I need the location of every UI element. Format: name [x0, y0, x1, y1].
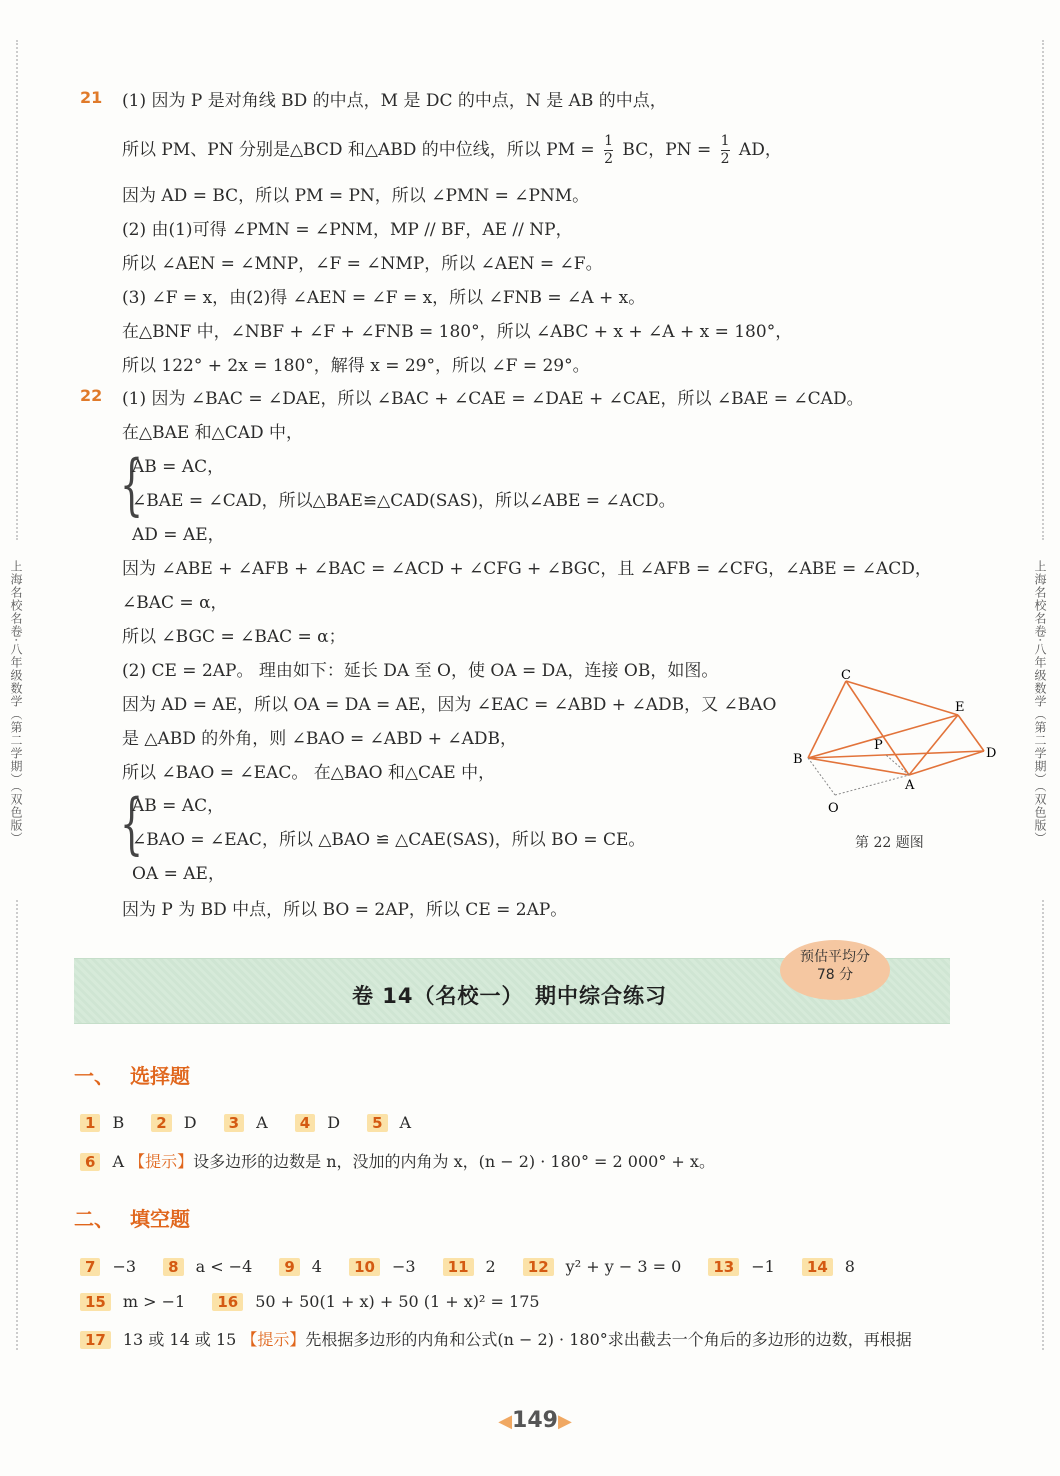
- fraction-1-num: 1: [604, 133, 613, 149]
- fill-7-answer: −3: [112, 1257, 137, 1276]
- right-arrow-icon: ▶: [557, 1411, 572, 1432]
- p22-line-2: 在△BAE 和△CAD 中，: [122, 423, 304, 443]
- average-score-bubble: [780, 940, 890, 1000]
- fill-16-answer: 50 + 50(1 + x) + 50 (1 + x)² = 175: [255, 1292, 540, 1311]
- fill-7-num: 7: [80, 1258, 100, 1276]
- p22-system2-b: ∠BAO = ∠EAC，所以 △BAO ≌ △CAE(SAS)，所以 BO = CE。: [132, 830, 646, 850]
- section-2-heading: [74, 1203, 190, 1232]
- fill-14-answer: 8: [844, 1257, 855, 1276]
- page-number: [490, 1408, 580, 1433]
- section-1-title: 选择题: [130, 1064, 190, 1088]
- p21-line-4: (2) 由(1)可得 ∠PMN = ∠PNM，MP // BF，AE // NP，: [122, 220, 573, 240]
- label-C: C: [841, 668, 851, 683]
- fraction-2-den: 2: [720, 151, 730, 167]
- p22-system2-c: OA = AE，: [132, 864, 225, 884]
- fill-15-num: 15: [80, 1293, 111, 1311]
- fill-12-num: 12: [523, 1258, 554, 1276]
- fill-answers-row-1: [80, 1257, 855, 1276]
- page-number-value: 149: [512, 1408, 558, 1433]
- mc-4-answer: D: [327, 1113, 341, 1132]
- segment-BA: [808, 758, 909, 775]
- figure-caption: 第 22 题图: [855, 835, 924, 851]
- q17-row: [80, 1327, 912, 1350]
- system-brace-1: {: [120, 446, 144, 523]
- q17-hint-label: 【提示】: [241, 1330, 306, 1349]
- right-side-text: 上海名校名卷·八年级数学（第二学期）（双色版）: [1033, 560, 1047, 845]
- p22-line-10: 因为 P 为 BD 中点，所以 BO = 2AP，所以 CE = 2AP。: [122, 900, 568, 920]
- p21-line-3: 因为 AD = BC，所以 PM = PN，所以 ∠PMN = ∠PNM。: [122, 186, 590, 206]
- q17-num: 17: [80, 1331, 111, 1349]
- label-D: D: [986, 746, 997, 761]
- q6-hint-label: 【提示】: [129, 1152, 194, 1171]
- p22-line-8: 是 △ABD 的外角，则 ∠BAO = ∠ABD + ∠ADB，: [122, 729, 518, 749]
- fill-answers-row-2: [80, 1292, 540, 1311]
- mc-answers-row: [80, 1113, 411, 1132]
- problem-22-number: 22: [80, 386, 103, 405]
- fill-8-answer: a < −4: [195, 1257, 253, 1276]
- p22-line-4: ∠BAC = α，: [122, 593, 228, 613]
- segment-CA: [846, 681, 909, 775]
- fill-10-answer: −3: [391, 1257, 416, 1276]
- q6-row: [80, 1149, 715, 1172]
- p22-line-1: (1) 因为 ∠BAC = ∠DAE，所以 ∠BAC + ∠CAE = ∠DAE + ∠CAE，所以 ∠BAE = ∠CAD。: [122, 389, 864, 409]
- right-margin-dots: [1042, 40, 1044, 540]
- fraction-2-num: 1: [720, 133, 730, 149]
- mc-3-answer: A: [256, 1113, 268, 1132]
- fill-9-num: 9: [279, 1258, 299, 1276]
- p22-system1-c: AD = AE，: [132, 525, 225, 545]
- p22-line-5: 所以 ∠BGC = ∠BAC = α；: [122, 627, 346, 647]
- p21-line-6: (3) ∠F = x，由(2)得 ∠AEN = ∠F = x，所以 ∠FNB = ∠A + x。: [122, 288, 646, 308]
- segment-BO: [808, 758, 835, 795]
- p21-line-2-b: BC，PN =: [622, 140, 712, 160]
- segment-AD: [909, 751, 984, 775]
- section-2-title: 填空题: [130, 1207, 190, 1231]
- label-O: O: [828, 801, 839, 816]
- fraction-2: [721, 133, 730, 168]
- fill-8-num: 8: [163, 1258, 183, 1276]
- p21-line-2: [122, 133, 782, 168]
- q17-answer: 13 或 14 或 15: [122, 1330, 237, 1349]
- mc-4-num: 4: [295, 1114, 315, 1132]
- left-arrow-icon: ◀: [498, 1411, 513, 1432]
- fill-11-answer: 2: [485, 1257, 496, 1276]
- segment-OA: [835, 775, 909, 795]
- section-2-number: 二、: [74, 1207, 114, 1231]
- segment-EA: [909, 715, 958, 775]
- fill-10-num: 10: [349, 1258, 380, 1276]
- segment-CB: [808, 681, 846, 758]
- left-margin-dots: [16, 40, 18, 540]
- bubble-line-1: 预估平均分: [800, 949, 870, 965]
- fill-16-num: 16: [212, 1293, 243, 1311]
- p22-system2-a: AB = AC，: [132, 796, 225, 816]
- label-P: P: [874, 738, 883, 753]
- q6-hint-text: 设多边形的边数是 n，没加的内角为 x，(n − 2) · 180° = 2 000° + x。: [193, 1152, 715, 1171]
- q17-hint-text: 先根据多边形的内角和公式(n − 2) · 180°求出截去一个角后的多边形的边数，再根据: [305, 1330, 912, 1349]
- p22-system1-a: AB = AC，: [132, 457, 225, 477]
- fill-11-num: 11: [443, 1258, 474, 1276]
- label-B: B: [793, 752, 803, 767]
- q6-num: 6: [80, 1153, 100, 1171]
- fill-13-num: 13: [708, 1258, 739, 1276]
- section-1-number: 一、: [74, 1064, 114, 1088]
- mc-5-answer: A: [399, 1113, 412, 1132]
- mc-5-num: 5: [367, 1114, 387, 1132]
- problem-21-number: 21: [80, 88, 103, 107]
- fill-12-answer: y² + y − 3 = 0: [565, 1257, 682, 1276]
- p22-line-3: 因为 ∠ABE + ∠AFB + ∠BAC = ∠ACD + ∠CFG + ∠BGC，且 ∠AFB = ∠CFG，∠ABE = ∠ACD，: [122, 559, 932, 579]
- label-A: A: [905, 778, 915, 793]
- fill-13-answer: −1: [751, 1257, 775, 1276]
- geometry-figure: [790, 665, 1010, 835]
- p21-line-1: (1) 因为 P 是对角线 BD 的中点，M 是 DC 的中点，N 是 AB 的中点，: [122, 91, 667, 111]
- system-brace-2: {: [120, 785, 144, 862]
- p22-line-9: 所以 ∠BAO = ∠EAC。 在△BAO 和△CAE 中，: [122, 763, 496, 783]
- fraction-1: [604, 133, 613, 168]
- mc-2-answer: D: [183, 1113, 197, 1132]
- segment-CD: [846, 681, 958, 715]
- fill-15-answer: m > −1: [122, 1292, 186, 1311]
- p21-line-7: 在△BNF 中，∠NBF + ∠F + ∠FNB = 180°，所以 ∠ABC + x + ∠A + x = 180°，: [122, 322, 793, 342]
- mc-3-num: 3: [224, 1114, 244, 1132]
- left-side-text: 上海名校名卷·八年级数学（第二学期）（双色版）: [9, 560, 23, 845]
- fraction-1-den: 2: [604, 151, 613, 167]
- p21-line-5: 所以 ∠AEN = ∠MNP，∠F = ∠NMP，所以 ∠AEN = ∠F。: [122, 254, 603, 274]
- mc-1-answer: B: [112, 1113, 125, 1132]
- p22-system1-b: ∠BAE = ∠CAD，所以△BAE≌△CAD(SAS)，所以∠ABE = ∠ACD。: [132, 491, 676, 511]
- segment-BE: [808, 715, 958, 758]
- section-1-heading: [74, 1060, 190, 1089]
- mc-1-num: 1: [80, 1114, 100, 1132]
- right-margin-dots-lower: [1042, 900, 1044, 1350]
- bubble-line-2: 78 分: [816, 967, 854, 983]
- segment-ED: [958, 715, 984, 751]
- label-E: E: [955, 700, 965, 715]
- figure-lines: [808, 681, 984, 775]
- p21-line-8: 所以 122° + 2x = 180°，解得 x = 29°，所以 ∠F = 29°。: [122, 356, 590, 376]
- p22-line-7: 因为 AD = AE，所以 OA = DA = AE，因为 ∠EAC = ∠ABD + ∠ADB，又 ∠BAO: [122, 695, 777, 715]
- mc-2-num: 2: [151, 1114, 171, 1132]
- left-margin-dots-lower: [16, 900, 18, 1350]
- fill-14-num: 14: [802, 1258, 833, 1276]
- fill-9-answer: 4: [311, 1257, 322, 1276]
- p21-line-2-c: AD，: [738, 140, 782, 160]
- p21-line-2-a: 所以 PM、PN 分别是△BCD 和△ABD 的中位线，所以 PM =: [122, 140, 595, 160]
- banner-title: 卷 14（名校一） 期中综合练习: [352, 984, 668, 1008]
- p22-line-6: (2) CE = 2AP。 理由如下：延长 DA 至 O，使 OA = DA，连接 OB，如图。: [122, 661, 719, 681]
- q6-answer: A: [112, 1152, 124, 1171]
